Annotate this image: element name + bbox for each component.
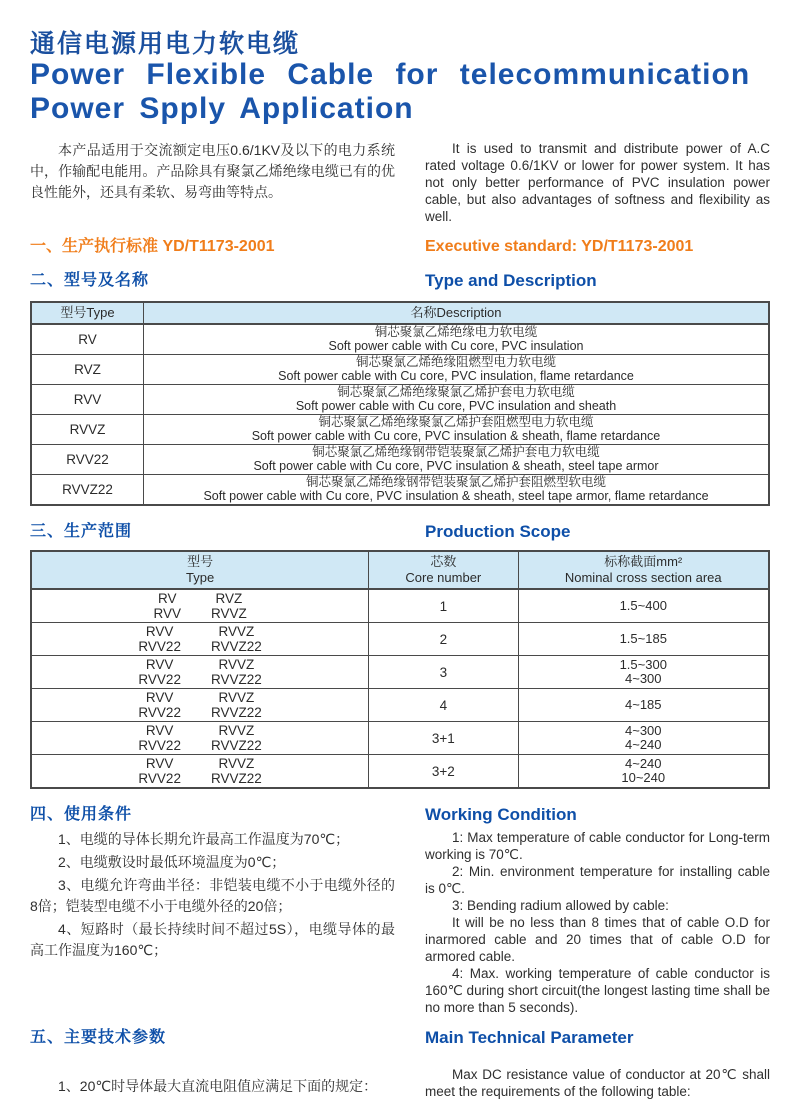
cross-section-range: 1.5~185: [619, 630, 667, 646]
page-title-zh: 通信电源用电力软电缆: [30, 30, 301, 58]
working-item-zh: 3、电缆允许弯曲半径：非铠装电缆不小于电缆外径的8倍；铠装型电缆不小于电缆外径的20倍；: [30, 877, 395, 914]
working-item-zh: 2、电缆敷设时最低环境温度为0℃；: [58, 854, 286, 870]
scope-heading-en: Production Scope: [425, 522, 571, 541]
table-row: [31, 623, 769, 656]
header-description: 名称Description: [144, 302, 770, 324]
description-zh: 铜芯聚氯乙烯绝缘聚氯乙烯护套阻燃型电力软电缆: [318, 415, 594, 429]
intro-paragraph-zh: 本产品适用于交流额定电压0.6/1KV及以下的电力系统中，作输配电能用。产品除具有聚氯乙烯绝缘电缆已有的优良性能外，还具有柔软、易弯曲等特点。: [30, 142, 395, 200]
table-header-row: [31, 302, 769, 324]
type-code: RVVZ22: [210, 639, 262, 654]
type-code: RVV: [145, 723, 174, 738]
description-zh: 铜芯聚氯乙烯绝缘聚氯乙烯护套电力软电缆: [337, 385, 575, 399]
type-code: RVVZ22: [31, 475, 144, 506]
production-scope-table: [30, 550, 770, 789]
type-codes: [34, 756, 366, 786]
description-zh: 铜芯聚氯乙烯绝缘钢带铠装聚氯乙烯护套电力软电缆: [312, 445, 600, 459]
tech-section-body: [30, 1066, 770, 1100]
type-code: RVV: [153, 606, 181, 621]
type-code: RVVZ22: [210, 705, 262, 720]
header-core-number: [369, 551, 518, 589]
type-code: RV: [31, 324, 144, 355]
type-codes: [34, 657, 366, 687]
core-number: 1: [369, 589, 518, 623]
working-items-zh: [30, 829, 395, 1016]
table-row: [31, 689, 769, 722]
table-row: [31, 755, 769, 789]
description-en: Soft power cable with Cu core, PVC insulation, flame retardance: [278, 368, 634, 383]
type-code: RVVZ: [218, 624, 255, 639]
core-number: 4: [369, 689, 518, 722]
description-en: Soft power cable with Cu core, PVC insulation & sheath, steel tape armor, flame retardance: [203, 488, 709, 503]
table-row: [31, 475, 769, 506]
cross-section-range: 4~240: [625, 755, 662, 771]
description-en: Soft power cable with Cu core, PVC insulation & sheath, steel tape armor: [253, 458, 659, 473]
header-area-zh: 标称截面mm²: [604, 554, 683, 569]
description-en: Soft power cable with Cu core, PVC insulation: [328, 338, 584, 353]
table-row: [31, 589, 769, 623]
type-code: RVVZ: [218, 690, 255, 705]
working-item-zh: 4、短路时（最长持续时间不超过5S），电缆导体的最高工作温度为160℃；: [30, 921, 395, 958]
type-code: RVZ: [31, 355, 144, 385]
type-code: RVVZ: [210, 606, 247, 621]
cross-section-range: 4~300: [625, 722, 662, 738]
scope-heading-zh: 三、生产范围: [30, 523, 133, 540]
type-codes: [34, 690, 366, 720]
header-core-zh: 芯数: [430, 554, 457, 569]
cross-section-range: 4~240: [625, 737, 662, 752]
standard-heading-en: Executive standard: YD/T1173-2001: [425, 238, 694, 255]
standard-heading-zh: 一、生产执行标准 YD/T1173-2001: [30, 238, 275, 255]
type-code: RVV22: [138, 672, 181, 687]
core-number: 3+2: [369, 755, 518, 789]
type-code: RVVZ: [218, 756, 255, 771]
type-code: RVVZ22: [210, 771, 262, 786]
header-type-en: Type: [185, 570, 215, 585]
working-section-body: [30, 829, 770, 1016]
type-code: RVV: [145, 756, 174, 771]
header-type: 型号Type: [31, 302, 144, 324]
core-number: 3: [369, 656, 518, 689]
type-code: RVV22: [138, 639, 181, 654]
cross-section-range: 10~240: [621, 770, 666, 785]
table-row: [31, 324, 769, 355]
tech-section-headings: [30, 1028, 770, 1048]
scope-section-headings: [30, 522, 770, 542]
type-heading-en: Type and Description: [425, 271, 597, 290]
type-code: RVV22: [31, 445, 144, 475]
page-title-en-line2: Power Spply Application: [30, 92, 414, 125]
type-codes: [34, 591, 366, 621]
cross-section-range: 1.5~400: [619, 597, 667, 613]
table-row: [31, 656, 769, 689]
cross-section-range: 1.5~300: [619, 656, 667, 672]
working-heading-zh: 四、使用条件: [30, 806, 133, 823]
type-code: RVVZ: [31, 415, 144, 445]
description-zh: 铜芯聚氯乙烯绝缘电力软电缆: [374, 325, 538, 339]
type-code: RVVZ22: [210, 738, 262, 753]
working-section-headings: [30, 805, 770, 825]
description-en: Soft power cable with Cu core, PVC insulation and sheath: [295, 398, 617, 413]
tech-heading-zh: 五、主要技术参数: [30, 1029, 167, 1046]
type-codes: [34, 624, 366, 654]
working-item-en: 1: Max temperature of cable conductor for Long-term working is 70℃.: [425, 830, 770, 862]
type-code: RVV22: [138, 771, 181, 786]
working-items-en: [425, 829, 770, 1016]
cross-section-range: 4~300: [625, 671, 662, 686]
table-row: [31, 722, 769, 755]
header-cross-section: [518, 551, 769, 589]
tech-text-en: Max DC resistance value of conductor at 20℃ shall meet the requirements of the following table:: [425, 1067, 770, 1099]
type-code: RVVZ22: [210, 672, 262, 687]
type-code: RVVZ: [218, 657, 255, 672]
intro-section: [30, 140, 770, 225]
description-zh: 铜芯聚氯乙烯绝缘阻燃型电力软电缆: [355, 355, 556, 369]
working-item-en: It will be no less than 8 times that of cable O.D for inarmored cable and 20 times that of cable O.D for armored cable.: [425, 915, 770, 964]
header-type-zh: 型号: [187, 554, 214, 569]
standard-section: [30, 237, 770, 257]
cross-section-range: 4~185: [625, 696, 662, 712]
type-code: RVVZ: [218, 723, 255, 738]
type-code: RVV22: [138, 705, 181, 720]
header-type: [31, 551, 369, 589]
core-number: 3+1: [369, 722, 518, 755]
type-codes: [34, 723, 366, 753]
working-item-en: 2: Min. environment temperature for installing cable is 0℃.: [425, 864, 770, 896]
working-item-zh: 1、电缆的导体长期允许最高工作温度为70℃；: [58, 831, 350, 847]
type-code: RVZ: [215, 591, 243, 606]
working-item-en: 4: Max. working temperature of cable conductor is 160℃ during short circuit(the longest lasting time shall be no more than 5 seconds).: [425, 966, 770, 1015]
working-item-en: 3: Bending radium allowed by cable:: [452, 898, 669, 913]
type-code: RVV: [145, 690, 174, 705]
type-code: RVV: [145, 624, 174, 639]
type-code: RVV: [145, 657, 174, 672]
header-area-en: Nominal cross section area: [564, 570, 722, 585]
page-title-en-line1: Power Flexible Cable for telecommunication: [30, 58, 751, 91]
type-code: RVV22: [138, 738, 181, 753]
description-en: Soft power cable with Cu core, PVC insulation & sheath, flame retardance: [251, 428, 661, 443]
header-core-en: Core number: [405, 570, 482, 585]
table-row: [31, 355, 769, 385]
page-title-en: [30, 58, 770, 126]
table-row: [31, 415, 769, 445]
type-section-headings: [30, 271, 770, 291]
intro-paragraph-en: It is used to transmit and distribute power of A.C rated voltage 0.6/1KV or lower for power system. It has not only better performance of PVC insulation power cable, but also advantages of softness and flexibility as well.: [425, 141, 770, 224]
working-heading-en: Working Condition: [425, 805, 577, 824]
core-number: 2: [369, 623, 518, 656]
tech-text-zh: 1、20℃时导体最大直流电阻值应满足下面的规定：: [58, 1078, 378, 1094]
type-code: RVV: [31, 385, 144, 415]
type-code: RV: [157, 591, 177, 606]
type-description-table: [30, 301, 770, 506]
table-row: [31, 445, 769, 475]
description-zh: 铜芯聚氯乙烯绝缘钢带铠装聚氯乙烯护套阻燃型软电缆: [305, 475, 606, 489]
table-header-row: [31, 551, 769, 589]
table-row: [31, 385, 769, 415]
tech-heading-en: Main Technical Parameter: [425, 1028, 634, 1047]
type-heading-zh: 二、型号及名称: [30, 272, 150, 289]
